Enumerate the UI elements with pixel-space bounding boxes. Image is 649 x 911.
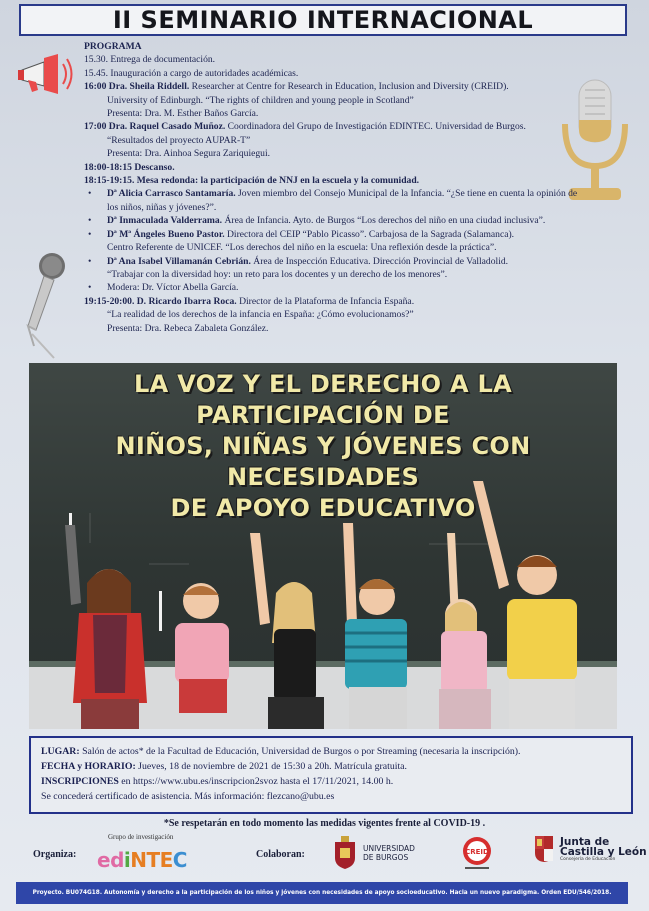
program-row: 17:00 Dra. Raquel Casado Muñoz. Coordinadora del Grupo de Investigación EDINTEC. Universidad de Burgos. [84,121,526,133]
program-row: • Dª Inmaculada Valderrama. Área de Infancia. Ayto. de Burgos “Los derechos del niño en una ciudad inclusiva”. [84,214,644,227]
program-row: Presenta: Dra. Rebeca Zabaleta González. [107,322,269,334]
project-text: Proyecto. BU074G18. Autonomía y derecho a la participación de los niños y jóvenes con necesidades de apoyo socioeducativo. Hacia un nuevo paradigma. Orden EDU/546/2018. [32,890,612,896]
banner-photo [29,363,617,729]
program-row: 18:15-19:15. Mesa redonda: la participación de NNJ en la escuela y la comunidad. [84,175,420,187]
program-heading: PROGRAMA [84,41,142,52]
page-title: II SEMINARIO INTERNACIONAL [112,6,534,34]
child-figure [51,513,161,729]
megaphone-icon [14,52,74,98]
creid-label: CREID [465,848,489,856]
program-row: • Modera: Dr. Víctor Abella García. [84,281,644,294]
covid-note: *Se respetarán en todo momento las medidas vigentes frente al COVID-19 . [163,818,486,829]
child-figure [469,481,599,729]
handheld-microphone-icon [14,250,72,360]
ubu-shield-icon [333,836,357,870]
program-section [84,40,644,335]
program-row: Centro Referente de UNICEF. “Los derechos del niño en la escuela: Una reflexión desde la práctica”. [107,242,497,254]
location-line: LUGAR: Salón de actos* de la Facultad de Educación, Universidad de Burgos o por Streaming (necesaria la inscripción). [41,746,521,757]
program-row: 15.30. Entrega de documentación. [84,54,216,66]
title-banner [19,4,627,36]
program-row: • Dª Alicia Carrasco Santamaría. Joven miembro del Consejo Municipal de la Infancia. “¿Se tiene en cuenta la opinión de [84,187,644,200]
child-figure [323,523,413,729]
program-row: “La realidad de los derechos de la infancia en España: ¿Cómo evolucionamos?” [107,309,414,321]
colaboran-label: Colaboran: [256,849,305,860]
program-row: “Resultados del proyecto AUPAR-T” [107,134,251,146]
child-figure [151,571,241,729]
banner-line-1: LA VOZ Y EL DERECHO A LA PARTICIPACIÓN DE [134,370,512,429]
organiza-label: Organiza: [33,849,77,860]
project-bar [16,882,628,904]
program-row: • Dª Ana Isabel Villamanán Cebrián. Área de Inspección Educativa. Dirección Provincial de Valladolid. [84,255,644,268]
program-row: University of Edinburgh. “The rights of children and young people in Scotland” [107,94,414,106]
program-row: 18:00-18:15 Descanso. [84,161,175,173]
jcyl-shield-icon [534,835,554,863]
program-list [84,53,644,335]
certificate-line: Se concederá certificado de asistencia. Más información: flezcano@ubu.es [41,791,335,802]
program-row: los niños, niñas y jóvenes?”. [107,201,217,213]
creid-logo [461,835,493,873]
ubu-logo: UNIVERSIDAD DE BURGOS [333,836,415,870]
edintec-logo: ediNTEC [97,848,187,872]
date-line: FECHA y HORARIO: Jueves, 18 de noviembre de 2021 de 15:30 a 20h. Matrícula gratuita. [41,761,407,772]
event-info-box [29,736,633,814]
program-row: Presenta: Dra. Ainhoa Segura Zariquiegui. [107,148,271,160]
program-row: 15.45. Inauguración a cargo de autoridades académicas. [84,67,299,79]
jcyl-logo: Junta de Castilla y León Consejería de Educación [534,835,647,863]
banner-line-2: NIÑOS, NIÑAS Y JÓVENES CON NECESIDADES [115,432,531,491]
program-row: 19:15-20:00. D. Ricardo Ibarra Roca. Director de la Plataforma de Infancia España. [84,295,415,307]
program-row: Presenta: Dra. M. Esther Baños García. [107,108,259,120]
program-row: • Dª Mª Ángeles Bueno Pastor. Directora del CEIP “Pablo Picasso”. Carbajosa de la Sagrada (Salamanca). [84,228,644,241]
program-row: “Trabajar con la diversidad hoy: un reto para los docentes y un derecho de los menores”. [107,268,448,280]
research-group-label: Grupo de investigación [108,833,174,841]
child-figure [234,533,334,729]
registration-line: INSCRIPCIONES en https://www.ubu.es/inscripcion2svoz hasta el 17/11/2021, 14.00 h. [41,776,394,787]
banner-line-3: DE APOYO EDUCATIVO [170,494,476,522]
program-row: 16:00 Dra. Sheila Riddell. Researcher at Centre for Research in Education, Inclusion and Diversity (CREID). [84,81,509,93]
